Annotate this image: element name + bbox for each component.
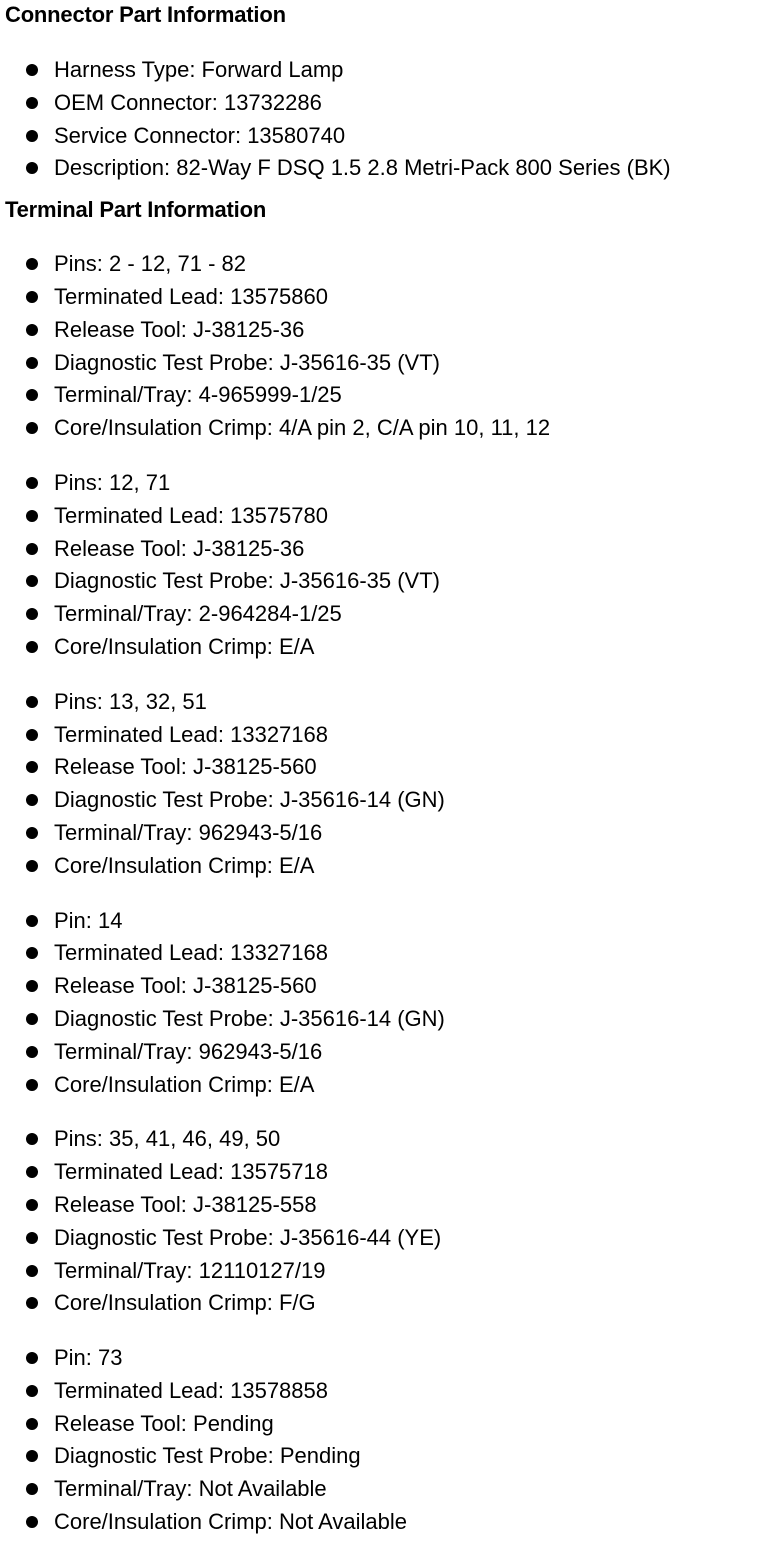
item-text: Terminated Lead: 13575860	[54, 283, 328, 309]
list-item	[5, 248, 768, 281]
bullet-icon	[26, 1352, 38, 1364]
list-item	[5, 850, 768, 883]
list-item	[5, 970, 768, 1003]
bullet-icon	[26, 258, 38, 270]
item-text: Core/Insulation Crimp: E/A	[54, 633, 315, 659]
list-item	[5, 1342, 768, 1375]
bullet-icon	[26, 543, 38, 555]
terminal-group-3	[5, 686, 768, 883]
list-item	[5, 1222, 768, 1255]
list-item	[5, 1287, 768, 1320]
item-text: Core/Insulation Crimp: Not Available	[54, 1509, 407, 1535]
bullet-icon	[26, 130, 38, 142]
bullet-icon	[26, 64, 38, 76]
list-item	[5, 1440, 768, 1473]
terminal-group-6	[5, 1342, 768, 1539]
bullet-icon	[26, 915, 38, 927]
item-text: Core/Insulation Crimp: F/G	[54, 1290, 316, 1316]
terminal-group-1	[5, 248, 768, 445]
list-item	[5, 598, 768, 631]
bullet-icon	[26, 1265, 38, 1277]
list-item	[5, 1123, 768, 1156]
bullet-icon	[26, 608, 38, 620]
item-text: Pin: 73	[54, 1345, 123, 1371]
bullet-icon	[26, 980, 38, 992]
list-item	[5, 533, 768, 566]
item-text: Terminal/Tray: 4-965999-1/25	[54, 382, 342, 408]
bullet-icon	[26, 1079, 38, 1091]
list-item	[5, 54, 768, 87]
item-text: Diagnostic Test Probe: J-35616-44 (YE)	[54, 1224, 442, 1250]
bullet-icon	[26, 1450, 38, 1462]
bullet-icon	[26, 761, 38, 773]
item-text: Terminated Lead: 13575780	[54, 502, 328, 528]
item-text: Terminal/Tray: 962943-5/16	[54, 819, 323, 845]
item-text: Description: 82-Way F DSQ 1.5 2.8 Metri-Pack 800 Series (BK)	[54, 155, 671, 181]
bullet-icon	[26, 1133, 38, 1145]
item-text: OEM Connector: 13732286	[54, 89, 322, 115]
list-item	[5, 784, 768, 817]
item-text: Service Connector: 13580740	[54, 122, 346, 148]
list-item	[5, 751, 768, 784]
item-text: Pins: 35, 41, 46, 49, 50	[54, 1126, 281, 1152]
bullet-icon	[26, 477, 38, 489]
bullet-icon	[26, 827, 38, 839]
bullet-icon	[26, 97, 38, 109]
list-item	[5, 631, 768, 664]
bullet-icon	[26, 1046, 38, 1058]
bullet-icon	[26, 324, 38, 336]
list-item	[5, 1036, 768, 1069]
bullet-icon	[26, 1297, 38, 1309]
item-text: Harness Type: Forward Lamp	[54, 57, 344, 82]
bullet-icon	[26, 162, 38, 174]
item-text: Terminal/Tray: 962943-5/16	[54, 1038, 323, 1064]
item-text: Pin: 14	[54, 907, 123, 933]
item-text: Terminal/Tray: 2-964284-1/25	[54, 601, 342, 627]
bullet-icon	[26, 641, 38, 653]
item-text: Release Tool: J-38125-558	[54, 1191, 317, 1217]
list-item	[5, 412, 768, 445]
list-item	[5, 937, 768, 970]
item-text: Diagnostic Test Probe: J-35616-14 (GN)	[54, 787, 445, 813]
item-text: Release Tool: J-38125-36	[54, 535, 305, 561]
item-text: Terminated Lead: 13575718	[54, 1159, 328, 1185]
list-item	[5, 1156, 768, 1189]
bullet-icon	[26, 696, 38, 708]
list-item	[5, 1408, 768, 1441]
list-item	[5, 686, 768, 719]
item-text: Diagnostic Test Probe: J-35616-14 (GN)	[54, 1005, 445, 1031]
bullet-icon	[26, 1418, 38, 1430]
item-text: Release Tool: J-38125-560	[54, 973, 317, 999]
item-text: Terminal/Tray: 12110127/19	[54, 1257, 326, 1283]
list-item	[5, 1189, 768, 1222]
list-item	[5, 120, 768, 153]
item-text: Release Tool: J-38125-36	[54, 316, 305, 342]
item-text: Pins: 12, 71	[54, 469, 171, 495]
bullet-icon	[26, 1013, 38, 1025]
terminal-group-5	[5, 1123, 768, 1320]
list-item	[5, 467, 768, 500]
list-item	[5, 1003, 768, 1036]
bullet-icon	[26, 947, 38, 959]
bullet-icon	[26, 1516, 38, 1528]
bullet-icon	[26, 357, 38, 369]
bullet-icon	[26, 291, 38, 303]
list-item	[5, 379, 768, 412]
item-text: Release Tool: J-38125-560	[54, 754, 317, 780]
list-item	[5, 500, 768, 533]
connector-list	[5, 54, 768, 185]
item-text: Release Tool: Pending	[54, 1410, 274, 1436]
list-item	[5, 1473, 768, 1506]
list-item	[5, 1506, 768, 1539]
bullet-icon	[26, 1199, 38, 1211]
list-item	[5, 314, 768, 347]
list-item	[5, 817, 768, 850]
list-item	[5, 565, 768, 598]
item-text: Terminated Lead: 13327168	[54, 940, 328, 966]
item-text: Diagnostic Test Probe: J-35616-35 (VT)	[54, 349, 440, 375]
bullet-icon	[26, 575, 38, 587]
list-item	[5, 905, 768, 938]
list-item	[5, 281, 768, 314]
item-text: Pins: 13, 32, 51	[54, 688, 207, 714]
terminal-group-2	[5, 467, 768, 664]
list-item	[5, 347, 768, 380]
item-text: Core/Insulation Crimp: E/A	[54, 852, 315, 878]
bullet-icon	[26, 794, 38, 806]
bullet-icon	[26, 510, 38, 522]
list-item	[5, 1375, 768, 1408]
list-item	[5, 1069, 768, 1102]
bullet-icon	[26, 860, 38, 872]
item-text: Core/Insulation Crimp: E/A	[54, 1071, 315, 1097]
item-text: Core/Insulation Crimp: 4/A pin 2, C/A pin 10, 11, 12	[54, 415, 551, 441]
item-text: Terminated Lead: 13327168	[54, 721, 328, 747]
item-text: Pins: 2 - 12, 71 - 82	[54, 251, 246, 277]
bullet-icon	[26, 389, 38, 401]
item-text: Terminal/Tray: Not Available	[54, 1476, 327, 1502]
bullet-icon	[26, 1166, 38, 1178]
list-item	[5, 87, 768, 120]
bullet-icon	[26, 1385, 38, 1397]
list-item	[5, 719, 768, 752]
bullet-icon	[26, 729, 38, 741]
item-text: Diagnostic Test Probe: Pending	[54, 1443, 361, 1469]
bullet-icon	[26, 1483, 38, 1495]
terminal-heading: Terminal Part Information	[5, 197, 267, 223]
bullet-icon	[26, 422, 38, 434]
list-item	[5, 1255, 768, 1288]
terminal-group-4	[5, 905, 768, 1102]
item-text: Terminated Lead: 13578858	[54, 1377, 328, 1403]
bullet-icon	[26, 1232, 38, 1244]
connector-heading: Connector Part Information	[5, 2, 286, 27]
list-item	[5, 152, 768, 185]
item-text: Diagnostic Test Probe: J-35616-35 (VT)	[54, 568, 440, 594]
